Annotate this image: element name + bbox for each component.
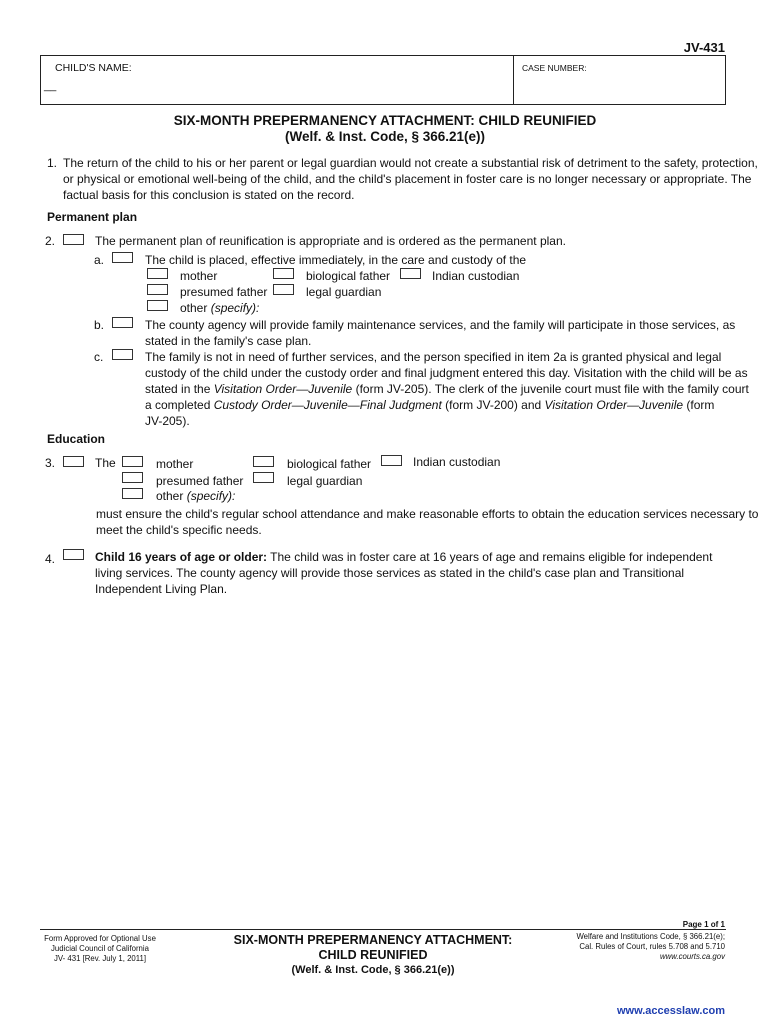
item-3-the: The: [95, 456, 116, 470]
item-3-bio-father-checkbox[interactable]: [253, 456, 274, 467]
footer-left-line-1: Form Approved for Optional Use: [44, 934, 156, 943]
page-title: SIX-MONTH PREPERMANENCY ATTACHMENT: CHILD REUNIFIED: [173, 113, 597, 128]
item-3-number: 3.: [45, 456, 56, 470]
item-2a-checkbox[interactable]: [112, 252, 133, 263]
footer-divider: [40, 929, 726, 930]
footer-right-link[interactable]: www.courts.ca.gov: [660, 952, 725, 961]
item-2b-text-line-1: The county agency will provide family maintenance services, and the family will participate in those services, as: [145, 318, 736, 332]
item-2a-text: The child is placed, effective immediately, in the care and custody of the: [145, 253, 527, 267]
education-heading: Education: [47, 432, 106, 446]
item-3-other-checkbox[interactable]: [122, 488, 143, 499]
item-2a-legal-guardian-label: legal guardian: [306, 285, 382, 299]
item-2c-text-line-4: a completed Custody Order—Juvenile—Final Judgment (form JV-200) and Visitation Order—Juvenile (form: [145, 398, 715, 412]
item-3-legal-guardian-label: legal guardian: [287, 474, 363, 488]
item-4-checkbox[interactable]: [63, 549, 84, 560]
item-3-text-line-2: meet the child's specific needs.: [96, 523, 262, 537]
header-divider: [513, 55, 514, 105]
item-2c-text-line-5: JV-205).: [145, 414, 190, 428]
item-3-other-label: other (specify):: [156, 489, 236, 503]
item-2c-text-line-1: The family is not in need of further services, and the person specified in item 2a is granted physical and legal: [145, 350, 722, 364]
accesslaw-link[interactable]: www.accesslaw.com: [616, 1005, 725, 1017]
item-3-mother-checkbox[interactable]: [122, 456, 143, 467]
item-2a-presumed-father-checkbox[interactable]: [147, 284, 168, 295]
item-2-text: The permanent plan of reunification is appropriate and is ordered as the permanent plan.: [95, 234, 566, 248]
item-3-indian-custodian-label: Indian custodian: [413, 455, 501, 469]
item-1-number: 1.: [47, 156, 58, 170]
footer-right-line-1: Welfare and Institutions Code, § 366.21(e);: [576, 932, 725, 941]
footer-left-line-3: JV- 431 [Rev. July 1, 2011]: [53, 954, 147, 963]
childs-name-field[interactable]: __: [44, 80, 57, 92]
item-2a-mother-checkbox[interactable]: [147, 268, 168, 279]
item-1-text-line-2: or physical or emotional well-being of the child, and the child's placement in foster care is no longer necessary or appropriate. The: [63, 172, 752, 186]
item-3-checkbox[interactable]: [63, 456, 84, 467]
footer-right-line-2: Cal. Rules of Court, rules 5.708 and 5.710: [579, 942, 725, 951]
footer-title-line-3: (Welf. & Inst. Code, § 366.21(e)): [291, 964, 455, 976]
case-number-label: CASE NUMBER:: [522, 63, 587, 73]
page-number: Page 1 of 1: [682, 920, 725, 929]
item-1-text-line-1: The return of the child to his or her parent or legal guardian would not create a substantial risk of detriment to the safety, protection,: [63, 156, 758, 170]
item-4-text-line-2: living services. The county agency will provide those services as stated in the child's case plan and Transitional: [95, 566, 685, 580]
item-2c-text-line-2: custody of the child under the custody order and final judgment entered this day. Visitation with the child will be as: [145, 366, 748, 380]
item-3-presumed-father-label: presumed father: [156, 474, 244, 488]
case-number-field[interactable]: [516, 76, 722, 102]
item-4-text-line-3: Independent Living Plan.: [95, 582, 228, 596]
item-2c-letter: c.: [94, 350, 104, 364]
item-4-number: 4.: [45, 552, 56, 566]
item-3-text-line-1: must ensure the child's regular school attendance and make reasonable efforts to obtain the education services necessary to: [96, 507, 759, 521]
form-id: JV-431: [683, 40, 725, 55]
item-2c-text-line-3: stated in the Visitation Order—Juvenile (form JV-205). The clerk of the juvenile court must file with the family court: [145, 382, 749, 396]
item-2a-mother-label: mother: [180, 269, 218, 283]
item-2a-other-checkbox[interactable]: [147, 300, 168, 311]
item-2a-indian-custodian-checkbox[interactable]: [400, 268, 421, 279]
item-3-bio-father-label: biological father: [287, 457, 372, 471]
permanent-plan-heading: Permanent plan: [47, 210, 138, 224]
item-2b-checkbox[interactable]: [112, 317, 133, 328]
item-3-presumed-father-checkbox[interactable]: [122, 472, 143, 483]
item-2a-letter: a.: [94, 253, 105, 267]
item-3-indian-custodian-checkbox[interactable]: [381, 455, 402, 466]
item-2b-letter: b.: [94, 318, 105, 332]
item-2a-presumed-father-label: presumed father: [180, 285, 268, 299]
item-3-mother-label: mother: [156, 457, 194, 471]
item-3-legal-guardian-checkbox[interactable]: [253, 472, 274, 483]
footer-left-line-2: Judicial Council of California: [51, 944, 149, 953]
item-2c-checkbox[interactable]: [112, 349, 133, 360]
item-4-text-line-1: Child 16 years of age or older: The child was in foster care at 16 years of age and remains eligible for independent: [95, 550, 713, 564]
item-2a-other-label: other (specify):: [180, 301, 260, 315]
item-2a-bio-father-label: biological father: [306, 269, 391, 283]
item-2a-indian-custodian-label: Indian custodian: [432, 269, 520, 283]
footer-title-line-2: CHILD REUNIFIED: [318, 948, 428, 962]
item-2-checkbox[interactable]: [63, 234, 84, 245]
item-2-number: 2.: [45, 234, 56, 248]
childs-name-label: CHILD'S NAME:: [55, 62, 132, 74]
item-2a-bio-father-checkbox[interactable]: [273, 268, 294, 279]
item-1-text-line-3: factual basis for this conclusion is stated on the record.: [63, 188, 355, 202]
item-2b-text-line-2: stated in the family's case plan.: [145, 334, 312, 348]
item-2a-legal-guardian-checkbox[interactable]: [273, 284, 294, 295]
page-subtitle: (Welf. & Inst. Code, § 366.21(e)): [284, 129, 486, 144]
footer-title-line-1: SIX-MONTH PREPERMANENCY ATTACHMENT:: [233, 933, 513, 947]
